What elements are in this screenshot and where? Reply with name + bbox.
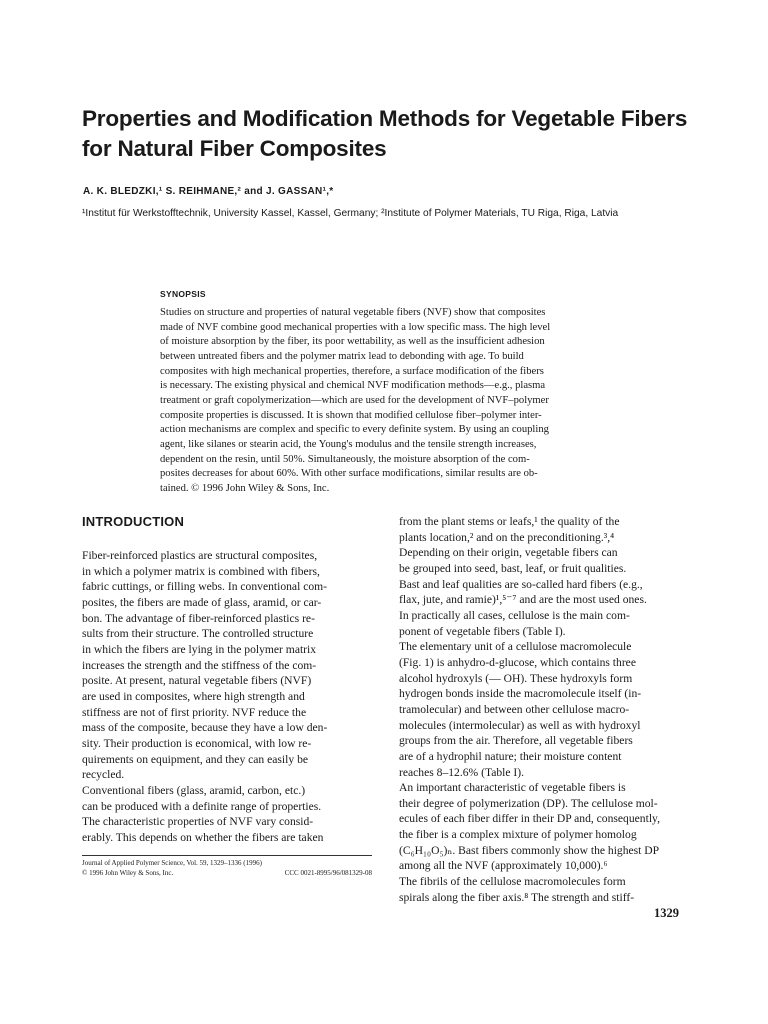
body-line: sity. Their production is economical, with low re- — [82, 736, 312, 750]
synopsis-line: of moisture absorption by the fiber, its poor wettability, as well as the insufficient adhesion — [160, 336, 545, 348]
synopsis-line: tained. © 1996 John Wiley & Sons, Inc. — [160, 482, 330, 494]
body-line: recycled. — [82, 768, 125, 782]
section-heading-introduction: INTRODUCTION — [82, 514, 185, 529]
body-line: plants location,² and on the preconditioning.³,⁴ — [399, 530, 615, 544]
body-line: hydrogen bonds inside the macromolecule itself (in- — [399, 687, 642, 701]
body-line: In practically all cases, cellulose is the main com- — [399, 608, 630, 622]
synopsis-heading: SYNOPSIS — [160, 289, 206, 299]
paper-title — [82, 104, 722, 164]
body-line: The characteristic properties of NVF vary consid- — [82, 815, 314, 829]
body-line: increases the strength and the stiffness of the com- — [82, 658, 317, 672]
right-column-text — [399, 514, 689, 905]
body-line: (C₆H₁₀O₅)ₙ. Bast fibers commonly show the highest DP — [399, 843, 660, 857]
body-line: flax, jute, and ramie)¹,⁵⁻⁷ and are the most used ones. — [399, 593, 647, 607]
body-line: erably. This depends on whether the fibers are taken — [82, 830, 324, 844]
body-line: Conventional fibers (glass, aramid, carbon, etc.) — [82, 783, 306, 797]
synopsis-line: between untreated fibers and the polymer matrix lead to debonding with age. To build — [160, 350, 524, 362]
body-line: ecules of each fiber differ in their DP and, consequently, — [399, 812, 660, 826]
author-list: A. K. BLEDZKI,¹ S. REIHMANE,² and J. GASSAN¹,* — [83, 186, 334, 197]
synopsis-abstract — [160, 306, 610, 497]
body-line: ponent of vegetable fibers (Table I). — [399, 624, 566, 638]
body-line: can be produced with a definite range of properties. — [82, 799, 322, 813]
body-line: Depending on their origin, vegetable fibers can — [399, 546, 618, 560]
body-line: reaches 8–12.6% (Table I). — [399, 765, 525, 779]
footnote-line: Journal of Applied Polymer Science, Vol. 59, 1329–1336 (1996) — [82, 859, 262, 867]
synopsis-line: treatment or graft copolymerization—which are used for the development of NVF–polymer — [160, 394, 549, 406]
body-line: quirements on equipment, and they can easily be — [82, 752, 309, 766]
affiliations: ¹Institut für Werkstofftechnik, University Kassel, Kassel, Germany; ²Institute of Polymer Materials, TU Riga, Riga, Latvia — [82, 208, 619, 219]
body-line: The elementary unit of a cellulose macromolecule — [399, 640, 632, 654]
body-line: their degree of polymerization (DP). The cellulose mol- — [399, 796, 658, 810]
body-line: among all the NVF (approximately 10,000).⁶ — [399, 859, 608, 873]
body-line: posite. At present, natural vegetable fibers (NVF) — [82, 674, 312, 688]
body-line: molecules (intermolecular) as well as with hydroxyl — [399, 718, 641, 732]
body-line: from the plant stems or leafs,¹ the quality of the — [399, 515, 620, 528]
synopsis-line: composite properties is discussed. It is shown that modified cellulose fiber–polymer inter- — [160, 409, 542, 421]
footnote-ccc-code: CCC 0021-8995/96/081329-08 — [284, 868, 372, 877]
synopsis-line: is necessary. The existing physical and chemical NVF modification methods—e.g., plasma — [160, 380, 546, 392]
body-line: the fiber is a complex mixture of polymer homolog — [399, 828, 637, 842]
page-number: 1329 — [654, 906, 679, 920]
synopsis-line: agent, like silanes or stearin acid, the Young's modulus and the tensile strength increases, — [160, 438, 537, 450]
synopsis-line: Studies on structure and properties of natural vegetable fibers (NVF) show that composites — [160, 307, 546, 318]
title-line: Properties and Modification Methods for Vegetable Fibers — [82, 106, 688, 131]
body-line: (Fig. 1) is anhydro-d-glucose, which contains three — [399, 655, 636, 669]
body-line: The fibrils of the cellulose macromolecules form — [399, 875, 626, 889]
left-column-text — [82, 548, 370, 845]
synopsis-line: action mechanisms are complex and specific to every definite system. By using an coupling — [160, 424, 549, 436]
title-line: for Natural Fiber Composites — [82, 136, 387, 161]
body-line: Bast and leaf qualities are so-called hard fibers (e.g., — [399, 577, 643, 591]
body-line: bon. The advantage of fiber-reinforced plastics re- — [82, 611, 315, 625]
synopsis-line: dependent on the resin, until 50%. Simultaneously, the moisture absorption of the com- — [160, 453, 530, 465]
synopsis-line: made of NVF combine good mechanical properties with a low specific mass. The high level — [160, 321, 551, 333]
body-line: Fiber-reinforced plastics are structural composites, — [82, 549, 318, 562]
body-line: stiffness are not of first priority. NVF reduce the — [82, 705, 307, 719]
body-line: tramolecular) and between other cellulose macro- — [399, 702, 630, 716]
body-line: fabric cuttings, or filling webs. In conventional com- — [82, 580, 328, 594]
body-line: sults from their structure. The controlled structure — [82, 627, 314, 641]
footnote-divider — [82, 855, 372, 856]
body-line: are of a hydrophil nature; their moisture content — [399, 749, 622, 763]
footnote-row — [82, 869, 372, 879]
body-line: are used in composites, where high strength and — [82, 689, 305, 703]
body-line: spirals along the fiber axis.⁸ The strength and stiff- — [399, 890, 635, 904]
body-line: in which a polymer matrix is combined with fibers, — [82, 564, 320, 578]
body-line: alcohol hydroxyls (— OH). These hydroxyls form — [399, 671, 633, 685]
journal-footnote — [82, 859, 372, 878]
synopsis-line: composites with high mechanical properties, therefore, a surface modification of the fibers — [160, 365, 544, 377]
synopsis-line: posites decreases for about 60%. With other surface modifications, similar results are ob- — [160, 468, 538, 480]
body-line: groups from the air. Therefore, all vegetable fibers — [399, 734, 633, 748]
body-line: An important characteristic of vegetable fibers is — [399, 781, 626, 795]
footnote-copyright: © 1996 John Wiley & Sons, Inc. — [82, 868, 174, 877]
body-line: in which the fibers are lying in the polymer matrix — [82, 642, 317, 656]
body-line: mass of the composite, because they have a low den- — [82, 721, 328, 735]
body-line: be grouped into seed, bast, leaf, or fruit qualities. — [399, 561, 627, 575]
body-line: posites, the fibers are made of glass, aramid, or car- — [82, 595, 322, 609]
